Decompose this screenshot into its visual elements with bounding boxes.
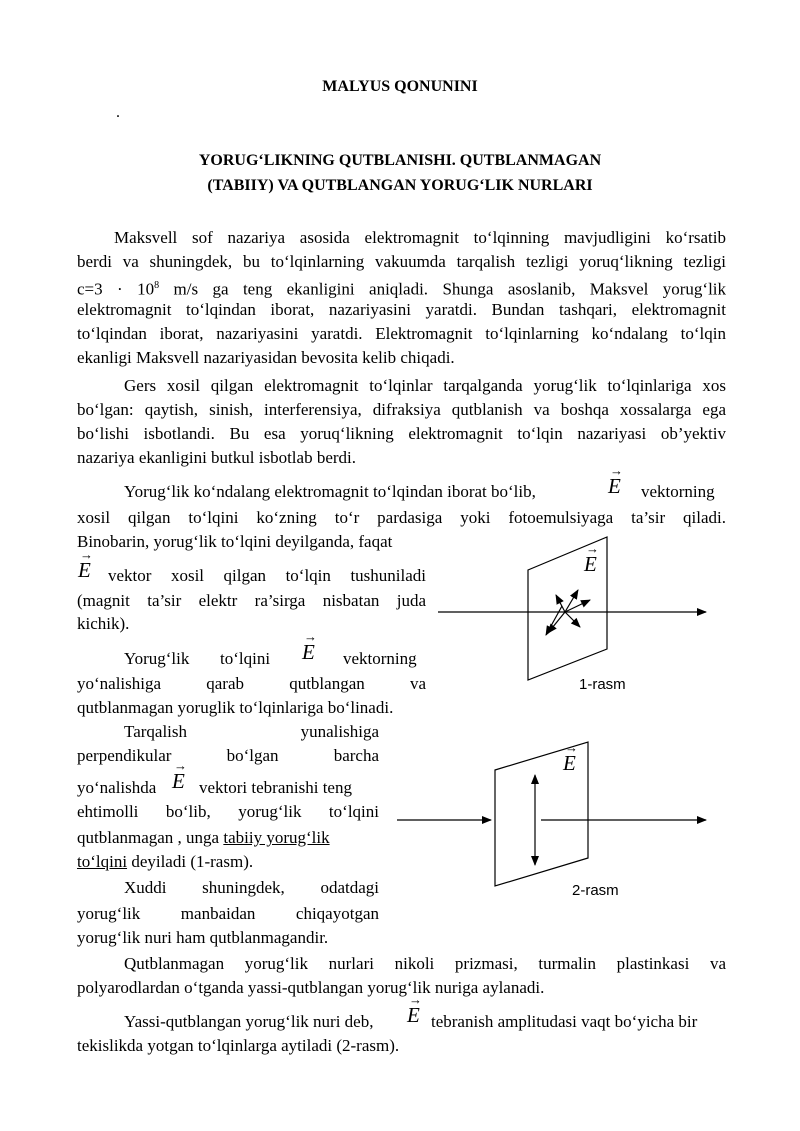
p2-line-1: Gers xosil qilgan elektromagnit to‘lqinlar tarqalganda yorug‘lik to‘lqinlariga xos bbox=[124, 376, 726, 395]
figure-2-vector-label: → E bbox=[563, 751, 576, 776]
p5-line-3b: vektori tebranishi teng bbox=[199, 778, 352, 797]
p1-line-6: ekanligi Maksvell nazariyasidan bevosita kelib chiqadi. bbox=[77, 348, 455, 367]
p5-line-1: Tarqalish yunalishiga bbox=[124, 722, 379, 741]
vector-e-symbol: → E bbox=[407, 1003, 420, 1028]
p1-line-1: Maksvell sof nazariya asosida elektromagnit to‘lqinning mavjudligini ko‘rsatib bbox=[114, 228, 726, 247]
p3-line-2: xosil qilgan to‘lqini ko‘zning to‘r pardasiga yoki fotoemulsiyaga ta’sir qiladi. bbox=[77, 508, 726, 527]
p2-line-4: nazariya ekanligini butkul isbotlab berdi. bbox=[77, 448, 357, 467]
p5-line-5-text: qutblanmagan , unga bbox=[77, 828, 224, 847]
p4-word-3: vektorning bbox=[343, 649, 417, 668]
p1-line-2: berdi va shuningdek, bu to‘lqinlarning vakuumda tarqalish tezligi yoruq‘likning tezligi bbox=[77, 252, 726, 271]
stray-dot: . bbox=[116, 104, 120, 121]
p3-line-4: vektor xosil qilgan to‘lqin tushuniladi bbox=[108, 566, 426, 585]
figure-1-long-e-vector bbox=[546, 606, 562, 635]
figure-2-caption: 2-rasm bbox=[572, 882, 619, 899]
p5-line-6-text: deyiladi (1-rasm). bbox=[127, 852, 254, 871]
p6-line-2: yorug‘lik manbaidan chiqayotgan bbox=[77, 904, 379, 923]
p5-line-4: ehtimolli bo‘lib, yorug‘lik to‘lqini bbox=[77, 802, 379, 821]
natural-light-term: tabiiy yorug‘lik bbox=[223, 828, 330, 847]
speed-exponent: 8 bbox=[154, 280, 160, 291]
section-heading-line-2: (TABIIY) VA QUTBLANGAN YORUG‘LIK NURLARI bbox=[207, 177, 593, 194]
p8-line-1a: Yassi-qutblangan yorug‘lik nuri deb, bbox=[124, 1012, 374, 1031]
p6-line-1: Xuddi shuningdek, odatdagi bbox=[124, 878, 379, 897]
figure-1-caption: 1-rasm bbox=[579, 676, 626, 693]
document-title: MALYUS QONUNINI bbox=[322, 78, 478, 95]
figure-1-e-vector bbox=[565, 612, 580, 627]
p1-line-3-rest: m/s ga teng ekanligini aniqladi. Shunga asoslanib, Maksvel yorug‘lik bbox=[159, 279, 727, 299]
vector-e-symbol: → E bbox=[78, 558, 91, 583]
figure-1-vector-label: → E bbox=[584, 552, 597, 577]
p7-line-2: polyarodlardan o‘tganda yassi-qutblangan yorug‘lik nuriga aylanadi. bbox=[77, 978, 545, 997]
p2-line-3: bo‘lishi isbotlandi. Bu esa yoruq‘likning elektromagnit to‘lqin nazariyasi ob’yektiv bbox=[77, 424, 726, 443]
figure-1-unpolarized-diagram bbox=[430, 535, 720, 705]
section-heading-line-1: YORUG‘LIKNING QUTBLANISHI. QUTBLANMAGAN bbox=[198, 152, 602, 169]
p2-line-2: bo‘lgan: qaytish, sinish, interferensiya, difraksiya qutblanish va boshqa xossalarga ega bbox=[77, 400, 726, 419]
p4-word-2: to‘lqini bbox=[220, 649, 271, 668]
p8-line-2: tekislikda yotgan to‘lqinlarga aytiladi (2-rasm). bbox=[77, 1036, 400, 1055]
p1-line-4: elektromagnit to‘lqindan iborat, nazariyasini yaratdi. Bundan tashqari, elektromagnit bbox=[77, 300, 726, 319]
p3-line-5: (magnit ta’sir elektr ra’sirga nisbatan juda bbox=[77, 591, 426, 610]
p3-line-1a: Yorug‘lik ko‘ndalang elektromagnit to‘lqindan iborat bo‘lib, bbox=[124, 482, 536, 501]
p5-line-2: perpendikular bo‘lgan barcha bbox=[77, 746, 379, 765]
p4-word-1: Yorug‘lik bbox=[124, 649, 190, 668]
p8-line-1b: tebranish amplitudasi vaqt bo‘yicha bir bbox=[431, 1012, 698, 1031]
p3-line-1b: vektorning bbox=[641, 482, 715, 501]
p5-line-3a: yo‘nalishda bbox=[77, 778, 157, 797]
vector-e-symbol: → E bbox=[172, 769, 185, 794]
vector-e-symbol: → E bbox=[608, 474, 621, 499]
vector-e-symbol: → E bbox=[302, 640, 315, 665]
p4-line-3: qutblanmagan yoruglik to‘lqinlariga bo‘linadi. bbox=[77, 698, 394, 717]
p5-line-5 bbox=[77, 826, 330, 850]
natural-light-term-cont: to‘lqini bbox=[77, 852, 128, 871]
p3-line-6: kichik). bbox=[77, 614, 130, 633]
p5-line-6 bbox=[77, 850, 253, 874]
p4-line-2: yo‘nalishiga qarab qutblangan va bbox=[77, 674, 426, 693]
p3-line-3: Binobarin, yorug‘lik to‘lqini deyilganda, faqat bbox=[77, 532, 393, 551]
p6-line-3: yorug‘lik nuri ham qutblanmagandir. bbox=[77, 928, 329, 947]
p7-line-1: Qutblanmagan yorug‘lik nurlari nikoli prizmasi, turmalin plastinkasi va bbox=[124, 954, 726, 973]
figure-2-polarized-diagram bbox=[395, 740, 720, 890]
p1-line-5: to‘lqindan iborat, nazariyasini yaratdi. Elektromagnit to‘lqinlarning ko‘ndalang to‘lqin bbox=[77, 324, 726, 343]
speed-formula: c=3 · 10 bbox=[77, 279, 155, 299]
